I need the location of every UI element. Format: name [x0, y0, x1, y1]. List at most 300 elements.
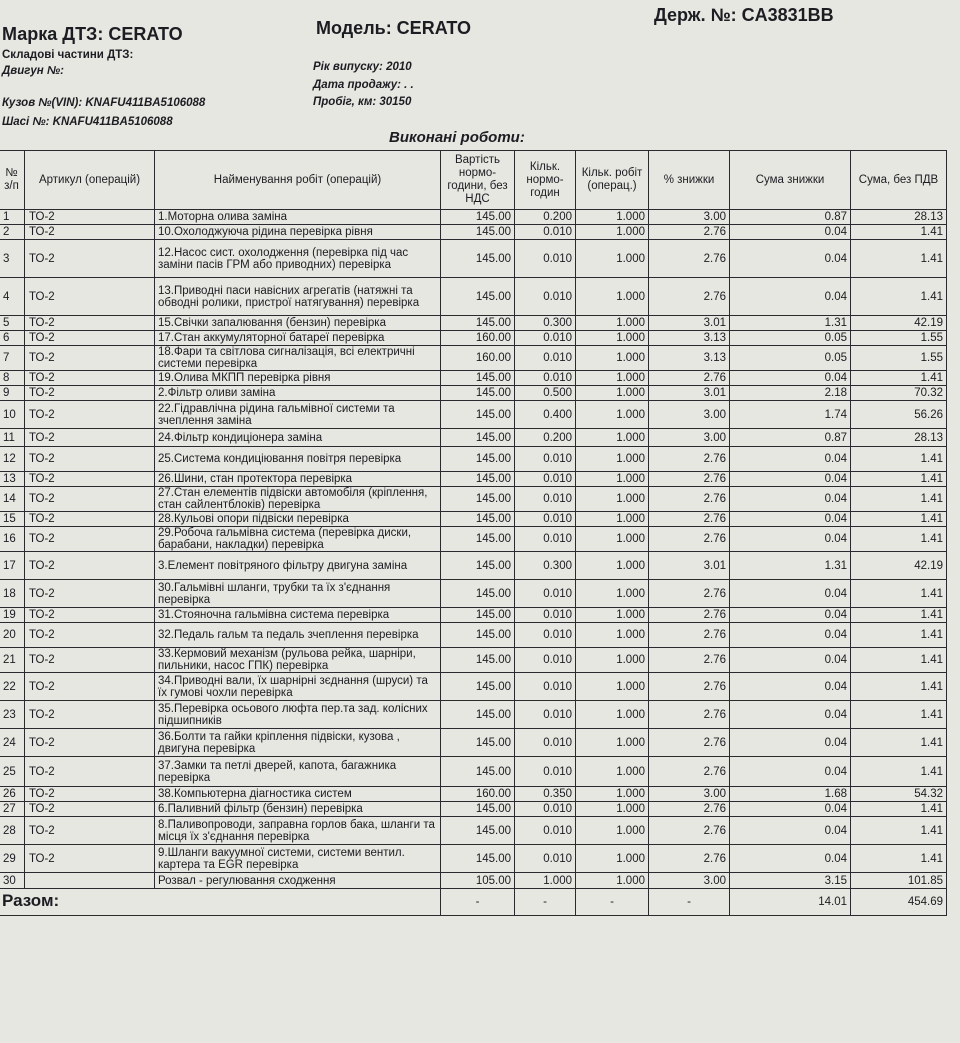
body-vin: Кузов №(VIN): KNAFU411BA5106088 [2, 97, 206, 109]
table-header [0, 151, 947, 210]
row-discount-sum: 0.04 [730, 729, 851, 757]
row-name: 24.Фільтр кондиціонера заміна [155, 429, 441, 447]
table-row [0, 648, 947, 673]
row-article: ТО-2 [25, 386, 155, 401]
row-name: 19.Олива МКПП перевірка рівня [155, 371, 441, 386]
row-ops: 1.000 [576, 278, 649, 316]
total-label: Разом: [0, 889, 441, 916]
row-discount-sum: 0.04 [730, 817, 851, 845]
row-hours: 0.010 [515, 331, 576, 346]
row-hours: 0.300 [515, 316, 576, 331]
row-hours: 0.010 [515, 623, 576, 648]
row-name: 34.Приводні вали, їх шарнірні зєднання (шруси) та їх гумові чохли перевірка [155, 673, 441, 701]
row-discount-pct: 2.76 [649, 802, 730, 817]
row-ops: 1.000 [576, 845, 649, 873]
row-discount-sum: 0.04 [730, 608, 851, 623]
row-article: ТО-2 [25, 623, 155, 648]
table-row [0, 346, 947, 371]
table-row [0, 757, 947, 787]
row-number: 17 [0, 552, 25, 580]
row-discount-sum: 0.04 [730, 225, 851, 240]
col-num: № з/п [0, 151, 25, 210]
row-name: 6.Паливний фільтр (бензин) перевірка [155, 802, 441, 817]
row-hours: 0.010 [515, 845, 576, 873]
row-name: 28.Кульові опори підвіски перевірка [155, 512, 441, 527]
row-ops: 1.000 [576, 580, 649, 608]
row-sum: 28.13 [851, 429, 947, 447]
row-discount-sum: 0.04 [730, 580, 851, 608]
row-article: ТО-2 [25, 472, 155, 487]
total-pct: - [649, 889, 730, 916]
table-row [0, 512, 947, 527]
row-hours: 1.000 [515, 873, 576, 889]
row-hours: 0.010 [515, 371, 576, 386]
row-price: 145.00 [441, 447, 515, 472]
row-discount-sum: 3.15 [730, 873, 851, 889]
row-number: 19 [0, 608, 25, 623]
col-article: Артикул (операцій) [25, 151, 155, 210]
row-discount-sum: 1.68 [730, 787, 851, 802]
row-name: 36.Болти та гайки кріплення підвіски, кузова , двигуна перевірка [155, 729, 441, 757]
row-number: 10 [0, 401, 25, 429]
row-price: 145.00 [441, 648, 515, 673]
row-number: 5 [0, 316, 25, 331]
col-price: Вартість нормо-години, без НДС [441, 151, 515, 210]
row-number: 3 [0, 240, 25, 278]
table-row [0, 240, 947, 278]
row-number: 2 [0, 225, 25, 240]
row-article: ТО-2 [25, 845, 155, 873]
table-row [0, 673, 947, 701]
row-hours: 0.010 [515, 817, 576, 845]
row-name: 1.Моторна олива заміна [155, 210, 441, 225]
table-row [0, 845, 947, 873]
row-discount-sum: 0.05 [730, 331, 851, 346]
table-row [0, 386, 947, 401]
row-discount-sum: 1.31 [730, 316, 851, 331]
row-price: 145.00 [441, 386, 515, 401]
row-sum: 1.41 [851, 371, 947, 386]
table-row [0, 729, 947, 757]
row-sum: 42.19 [851, 552, 947, 580]
row-discount-pct: 3.13 [649, 346, 730, 371]
mileage: Пробіг, км: 30150 [313, 96, 412, 108]
total-discount: 14.01 [730, 889, 851, 916]
row-hours: 0.010 [515, 527, 576, 552]
row-name: 17.Стан аккумуляторної батареї перевірка [155, 331, 441, 346]
table-row [0, 371, 947, 386]
col-qty-ops: Кільк. робіт (операц.) [576, 151, 649, 210]
row-number: 4 [0, 278, 25, 316]
row-price: 145.00 [441, 729, 515, 757]
row-sum: 1.41 [851, 608, 947, 623]
row-number: 22 [0, 673, 25, 701]
row-article: ТО-2 [25, 401, 155, 429]
row-discount-pct: 3.00 [649, 210, 730, 225]
table-row [0, 210, 947, 225]
row-number: 12 [0, 447, 25, 472]
row-name: 32.Педаль гальм та педаль зчеплення перевірка [155, 623, 441, 648]
row-price: 145.00 [441, 429, 515, 447]
row-ops: 1.000 [576, 552, 649, 580]
row-price: 145.00 [441, 580, 515, 608]
row-name: 38.Компьютерна діагностика систем [155, 787, 441, 802]
table-row [0, 701, 947, 729]
row-sum: 70.32 [851, 386, 947, 401]
row-name: 37.Замки та петлі дверей, капота, багажника перевірка [155, 757, 441, 787]
row-discount-pct: 3.00 [649, 429, 730, 447]
row-ops: 1.000 [576, 371, 649, 386]
row-hours: 0.010 [515, 512, 576, 527]
components-label: Складові частини ДТЗ: [2, 49, 134, 61]
row-discount-sum: 0.04 [730, 447, 851, 472]
row-discount-sum: 0.04 [730, 701, 851, 729]
row-number: 15 [0, 512, 25, 527]
row-article: ТО-2 [25, 608, 155, 623]
row-sum: 1.55 [851, 346, 947, 371]
row-discount-sum: 0.04 [730, 648, 851, 673]
row-discount-pct: 2.76 [649, 817, 730, 845]
row-number: 29 [0, 845, 25, 873]
row-hours: 0.010 [515, 729, 576, 757]
row-hours: 0.010 [515, 802, 576, 817]
row-ops: 1.000 [576, 210, 649, 225]
row-article: ТО-2 [25, 512, 155, 527]
row-number: 27 [0, 802, 25, 817]
row-sum: 1.41 [851, 757, 947, 787]
table-row [0, 472, 947, 487]
row-name: 30.Гальмівні шланги, трубки та їх з'єднання перевірка [155, 580, 441, 608]
row-number: 13 [0, 472, 25, 487]
row-discount-sum: 0.04 [730, 240, 851, 278]
table-row [0, 225, 947, 240]
row-discount-sum: 0.87 [730, 429, 851, 447]
row-price: 145.00 [441, 316, 515, 331]
row-sum: 1.41 [851, 278, 947, 316]
row-discount-pct: 3.01 [649, 316, 730, 331]
row-name: Розвал - регулювання сходження [155, 873, 441, 889]
row-article: ТО-2 [25, 802, 155, 817]
col-name: Найменування робіт (операцій) [155, 151, 441, 210]
table-row [0, 278, 947, 316]
table-row [0, 447, 947, 472]
table-row [0, 580, 947, 608]
row-discount-pct: 2.76 [649, 701, 730, 729]
row-ops: 1.000 [576, 240, 649, 278]
row-article: ТО-2 [25, 673, 155, 701]
row-discount-sum: 0.04 [730, 802, 851, 817]
row-price: 145.00 [441, 608, 515, 623]
row-ops: 1.000 [576, 512, 649, 527]
row-name: 25.Система кондиціювання повітря перевірка [155, 447, 441, 472]
row-discount-sum: 0.87 [730, 210, 851, 225]
row-article: ТО-2 [25, 210, 155, 225]
row-discount-pct: 2.76 [649, 240, 730, 278]
row-discount-sum: 0.04 [730, 487, 851, 512]
row-ops: 1.000 [576, 386, 649, 401]
row-sum: 54.32 [851, 787, 947, 802]
row-price: 145.00 [441, 240, 515, 278]
row-price: 160.00 [441, 331, 515, 346]
row-discount-pct: 3.00 [649, 873, 730, 889]
row-number: 16 [0, 527, 25, 552]
row-price: 145.00 [441, 278, 515, 316]
row-ops: 1.000 [576, 608, 649, 623]
row-ops: 1.000 [576, 331, 649, 346]
row-price: 145.00 [441, 487, 515, 512]
engine-number: Двигун №: [2, 65, 64, 77]
sale-date: Дата продажу: . . [313, 79, 414, 91]
row-name: 12.Насос сист. охолодження (перевірка під час заміни пасів ГРМ або приводних) перевірка [155, 240, 441, 278]
total-hours: - [515, 889, 576, 916]
row-hours: 0.010 [515, 472, 576, 487]
row-article: ТО-2 [25, 225, 155, 240]
row-discount-sum: 0.04 [730, 512, 851, 527]
row-article: ТО-2 [25, 757, 155, 787]
row-sum: 1.41 [851, 845, 947, 873]
row-discount-pct: 2.76 [649, 527, 730, 552]
row-number: 23 [0, 701, 25, 729]
col-qty-hours: Кільк. нормо-годин [515, 151, 576, 210]
row-sum: 1.41 [851, 527, 947, 552]
table-row [0, 608, 947, 623]
row-sum: 1.41 [851, 802, 947, 817]
row-hours: 0.010 [515, 240, 576, 278]
row-article [25, 873, 155, 889]
row-price: 145.00 [441, 757, 515, 787]
row-article: ТО-2 [25, 527, 155, 552]
row-ops: 1.000 [576, 472, 649, 487]
table-row [0, 401, 947, 429]
row-price: 145.00 [441, 817, 515, 845]
row-ops: 1.000 [576, 346, 649, 371]
row-price: 145.00 [441, 401, 515, 429]
row-sum: 1.41 [851, 623, 947, 648]
row-ops: 1.000 [576, 648, 649, 673]
row-discount-pct: 2.76 [649, 673, 730, 701]
row-article: ТО-2 [25, 701, 155, 729]
row-article: ТО-2 [25, 787, 155, 802]
row-ops: 1.000 [576, 701, 649, 729]
works-table [0, 150, 947, 916]
row-ops: 1.000 [576, 429, 649, 447]
row-article: ТО-2 [25, 346, 155, 371]
row-hours: 0.010 [515, 225, 576, 240]
row-price: 160.00 [441, 346, 515, 371]
row-hours: 0.010 [515, 701, 576, 729]
row-number: 24 [0, 729, 25, 757]
row-article: ТО-2 [25, 817, 155, 845]
row-hours: 0.010 [515, 608, 576, 623]
row-discount-pct: 2.76 [649, 512, 730, 527]
row-number: 7 [0, 346, 25, 371]
row-ops: 1.000 [576, 757, 649, 787]
row-hours: 0.010 [515, 757, 576, 787]
row-ops: 1.000 [576, 802, 649, 817]
row-hours: 0.200 [515, 210, 576, 225]
row-discount-sum: 0.04 [730, 371, 851, 386]
row-number: 30 [0, 873, 25, 889]
row-discount-pct: 2.76 [649, 278, 730, 316]
row-ops: 1.000 [576, 527, 649, 552]
row-price: 145.00 [441, 371, 515, 386]
row-discount-pct: 2.76 [649, 472, 730, 487]
total-price: - [441, 889, 515, 916]
row-ops: 1.000 [576, 487, 649, 512]
row-hours: 0.010 [515, 648, 576, 673]
row-discount-pct: 3.01 [649, 552, 730, 580]
row-article: ТО-2 [25, 552, 155, 580]
row-price: 160.00 [441, 787, 515, 802]
table-row [0, 316, 947, 331]
row-discount-sum: 0.04 [730, 673, 851, 701]
row-price: 145.00 [441, 552, 515, 580]
row-number: 11 [0, 429, 25, 447]
col-discount-sum: Сума знижки [730, 151, 851, 210]
row-sum: 1.55 [851, 331, 947, 346]
row-ops: 1.000 [576, 787, 649, 802]
row-hours: 0.010 [515, 346, 576, 371]
row-number: 25 [0, 757, 25, 787]
col-discount-pct: % знижки [649, 151, 730, 210]
model: Модель: CERATO [316, 18, 472, 38]
row-sum: 1.41 [851, 701, 947, 729]
row-discount-pct: 3.13 [649, 331, 730, 346]
row-price: 145.00 [441, 527, 515, 552]
row-article: ТО-2 [25, 429, 155, 447]
row-article: ТО-2 [25, 487, 155, 512]
row-discount-pct: 2.76 [649, 225, 730, 240]
row-number: 14 [0, 487, 25, 512]
row-name: 9.Шланги вакуумної системи, системи вентил. картера та EGR перевірка [155, 845, 441, 873]
table-row [0, 802, 947, 817]
row-sum: 1.41 [851, 487, 947, 512]
row-ops: 1.000 [576, 623, 649, 648]
row-name: 10.Охолоджуюча рідина перевірка рівня [155, 225, 441, 240]
row-sum: 101.85 [851, 873, 947, 889]
table-row [0, 623, 947, 648]
row-price: 145.00 [441, 472, 515, 487]
row-discount-sum: 0.04 [730, 278, 851, 316]
row-price: 145.00 [441, 802, 515, 817]
row-number: 28 [0, 817, 25, 845]
row-discount-sum: 2.18 [730, 386, 851, 401]
row-article: ТО-2 [25, 729, 155, 757]
row-sum: 42.19 [851, 316, 947, 331]
row-article: ТО-2 [25, 580, 155, 608]
total-sum: 454.69 [851, 889, 947, 916]
row-discount-pct: 2.76 [649, 447, 730, 472]
row-hours: 0.010 [515, 487, 576, 512]
total-row [0, 889, 947, 916]
table-row [0, 331, 947, 346]
row-discount-pct: 2.76 [649, 729, 730, 757]
row-discount-sum: 1.74 [730, 401, 851, 429]
row-name: 8.Паливопроводи, заправна горлов бака, шланги та місця їх з'єднання перевірка [155, 817, 441, 845]
row-name: 22.Гідравлічна рідина гальмівної системи та зчеплення заміна [155, 401, 441, 429]
row-name: 33.Кермовий механізм (рульова рейка, шарніри, пильники, насос ГПК) перевірка [155, 648, 441, 673]
year-of-manufacture: Рік випуску: 2010 [313, 61, 412, 73]
row-ops: 1.000 [576, 729, 649, 757]
row-article: ТО-2 [25, 278, 155, 316]
row-number: 20 [0, 623, 25, 648]
chassis-number: Шасі №: KNAFU411BA5106088 [2, 116, 173, 128]
row-price: 145.00 [441, 623, 515, 648]
table-row [0, 487, 947, 512]
row-number: 8 [0, 371, 25, 386]
row-sum: 56.26 [851, 401, 947, 429]
row-discount-sum: 0.05 [730, 346, 851, 371]
row-sum: 1.41 [851, 817, 947, 845]
row-ops: 1.000 [576, 225, 649, 240]
row-name: 35.Перевірка осьового люфта пер.та зад. колісних підшипників [155, 701, 441, 729]
row-sum: 1.41 [851, 225, 947, 240]
row-name: 3.Елемент повітряного фільтру двигуна заміна [155, 552, 441, 580]
table-row [0, 787, 947, 802]
row-name: 26.Шини, стан протектора перевірка [155, 472, 441, 487]
row-discount-pct: 2.76 [649, 487, 730, 512]
table-body [0, 210, 947, 889]
row-article: ТО-2 [25, 331, 155, 346]
row-discount-pct: 2.76 [649, 580, 730, 608]
row-ops: 1.000 [576, 316, 649, 331]
row-discount-pct: 2.76 [649, 371, 730, 386]
row-hours: 0.010 [515, 278, 576, 316]
row-ops: 1.000 [576, 817, 649, 845]
row-price: 145.00 [441, 210, 515, 225]
row-article: ТО-2 [25, 648, 155, 673]
row-article: ТО-2 [25, 371, 155, 386]
row-number: 6 [0, 331, 25, 346]
row-number: 18 [0, 580, 25, 608]
row-discount-pct: 2.76 [649, 623, 730, 648]
row-price: 145.00 [441, 512, 515, 527]
row-discount-pct: 3.00 [649, 401, 730, 429]
row-sum: 1.41 [851, 447, 947, 472]
table-row [0, 873, 947, 889]
row-article: ТО-2 [25, 316, 155, 331]
row-price: 145.00 [441, 673, 515, 701]
row-number: 26 [0, 787, 25, 802]
row-name: 15.Свічки запалювання (бензин) перевірка [155, 316, 441, 331]
row-sum: 28.13 [851, 210, 947, 225]
row-sum: 1.41 [851, 648, 947, 673]
row-sum: 1.41 [851, 729, 947, 757]
row-sum: 1.41 [851, 512, 947, 527]
row-discount-sum: 0.04 [730, 527, 851, 552]
row-hours: 0.200 [515, 429, 576, 447]
row-hours: 0.500 [515, 386, 576, 401]
row-hours: 0.010 [515, 580, 576, 608]
row-sum: 1.41 [851, 240, 947, 278]
row-article: ТО-2 [25, 240, 155, 278]
table-row [0, 817, 947, 845]
row-ops: 1.000 [576, 873, 649, 889]
row-number: 1 [0, 210, 25, 225]
row-article: ТО-2 [25, 447, 155, 472]
row-discount-pct: 3.00 [649, 787, 730, 802]
row-sum: 1.41 [851, 673, 947, 701]
table-row [0, 527, 947, 552]
table-row [0, 552, 947, 580]
row-discount-sum: 1.31 [730, 552, 851, 580]
row-price: 145.00 [441, 225, 515, 240]
row-hours: 0.010 [515, 673, 576, 701]
row-discount-pct: 2.76 [649, 648, 730, 673]
row-hours: 0.350 [515, 787, 576, 802]
row-hours: 0.010 [515, 447, 576, 472]
row-number: 9 [0, 386, 25, 401]
